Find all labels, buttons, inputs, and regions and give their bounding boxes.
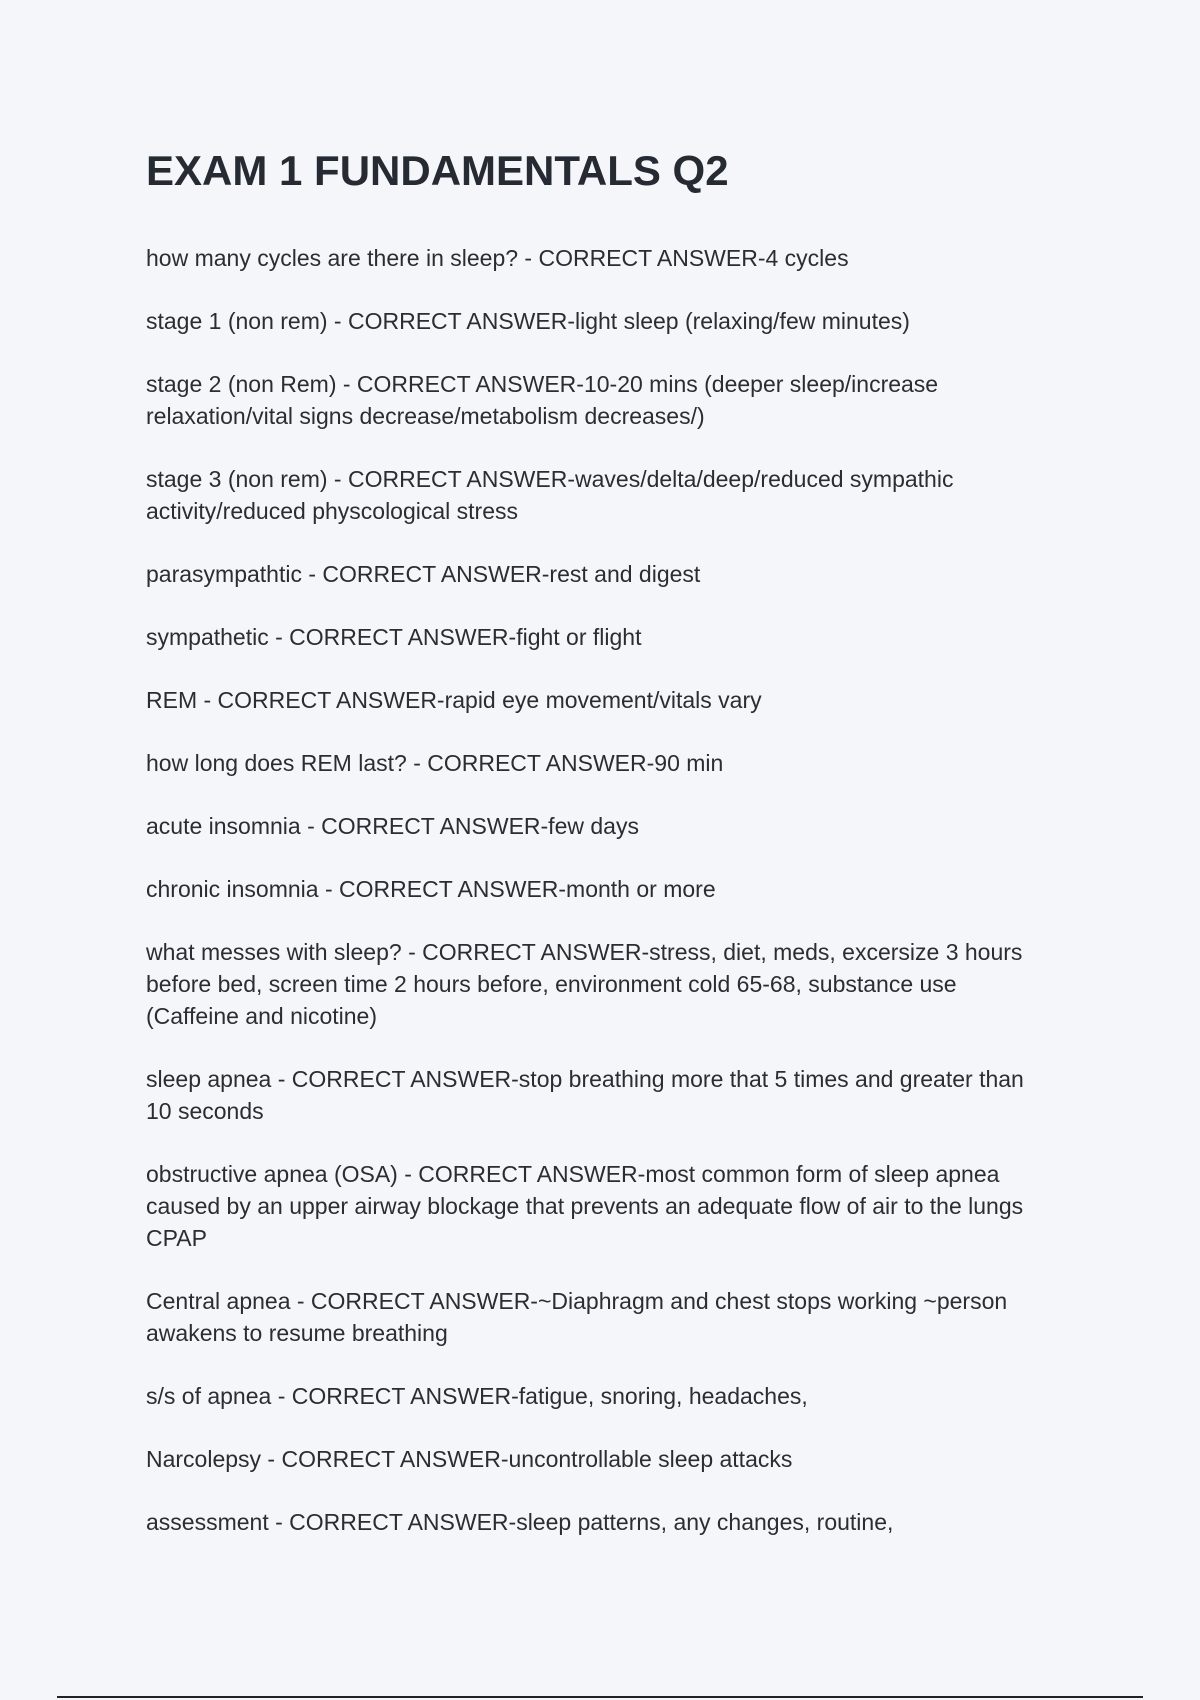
qa-item: stage 1 (non rem) - CORRECT ANSWER-light sleep (relaxing/few minutes) [146,308,910,334]
qa-item: Central apnea - CORRECT ANSWER-~Diaphragm and chest stops working ~person awakens to resume breathing [146,1288,1008,1346]
qa-item: obstructive apnea (OSA) - CORRECT ANSWER-most common form of sleep apnea caused by an upper airway blockage that prevents an adequate flow of air to the lungs CPAP [146,1161,1024,1251]
qa-item: Narcolepsy - CORRECT ANSWER-uncontrollable sleep attacks [146,1446,793,1472]
qa-item: parasympathtic - CORRECT ANSWER-rest and digest [146,561,701,587]
document-title: EXAM 1 FUNDAMENTALS Q2 [146,147,729,194]
qa-item: how many cycles are there in sleep? - CORRECT ANSWER-4 cycles [146,245,849,271]
qa-item: acute insomnia - CORRECT ANSWER-few days [146,813,639,839]
bottom-divider [57,1696,1143,1698]
qa-item: stage 2 (non Rem) - CORRECT ANSWER-10-20 mins (deeper sleep/increase relaxation/vital signs decrease/metabolism decreases/) [146,371,939,429]
qa-item: what messes with sleep? - CORRECT ANSWER-stress, diet, meds, excersize 3 hours before bed, screen time 2 hours before, environment cold 65-68, substance use (Caffeine and nicotine) [146,939,1023,1029]
qa-item: sleep apnea - CORRECT ANSWER-stop breathing more that 5 times and greater than 10 seconds [146,1066,1024,1124]
qa-item: stage 3 (non rem) - CORRECT ANSWER-waves/delta/deep/reduced sympathic activity/reduced physcological stress [146,466,954,524]
qa-item: s/s of apnea - CORRECT ANSWER-fatigue, snoring, headaches, [146,1383,808,1409]
qa-item: sympathetic - CORRECT ANSWER-fight or flight [146,624,642,650]
qa-item: REM - CORRECT ANSWER-rapid eye movement/vitals vary [146,687,762,713]
qa-list [146,242,1046,1569]
qa-item: assessment - CORRECT ANSWER-sleep patterns, any changes, routine, [146,1509,894,1535]
qa-item: how long does REM last? - CORRECT ANSWER-90 min [146,750,724,776]
qa-item: chronic insomnia - CORRECT ANSWER-month or more [146,876,716,902]
